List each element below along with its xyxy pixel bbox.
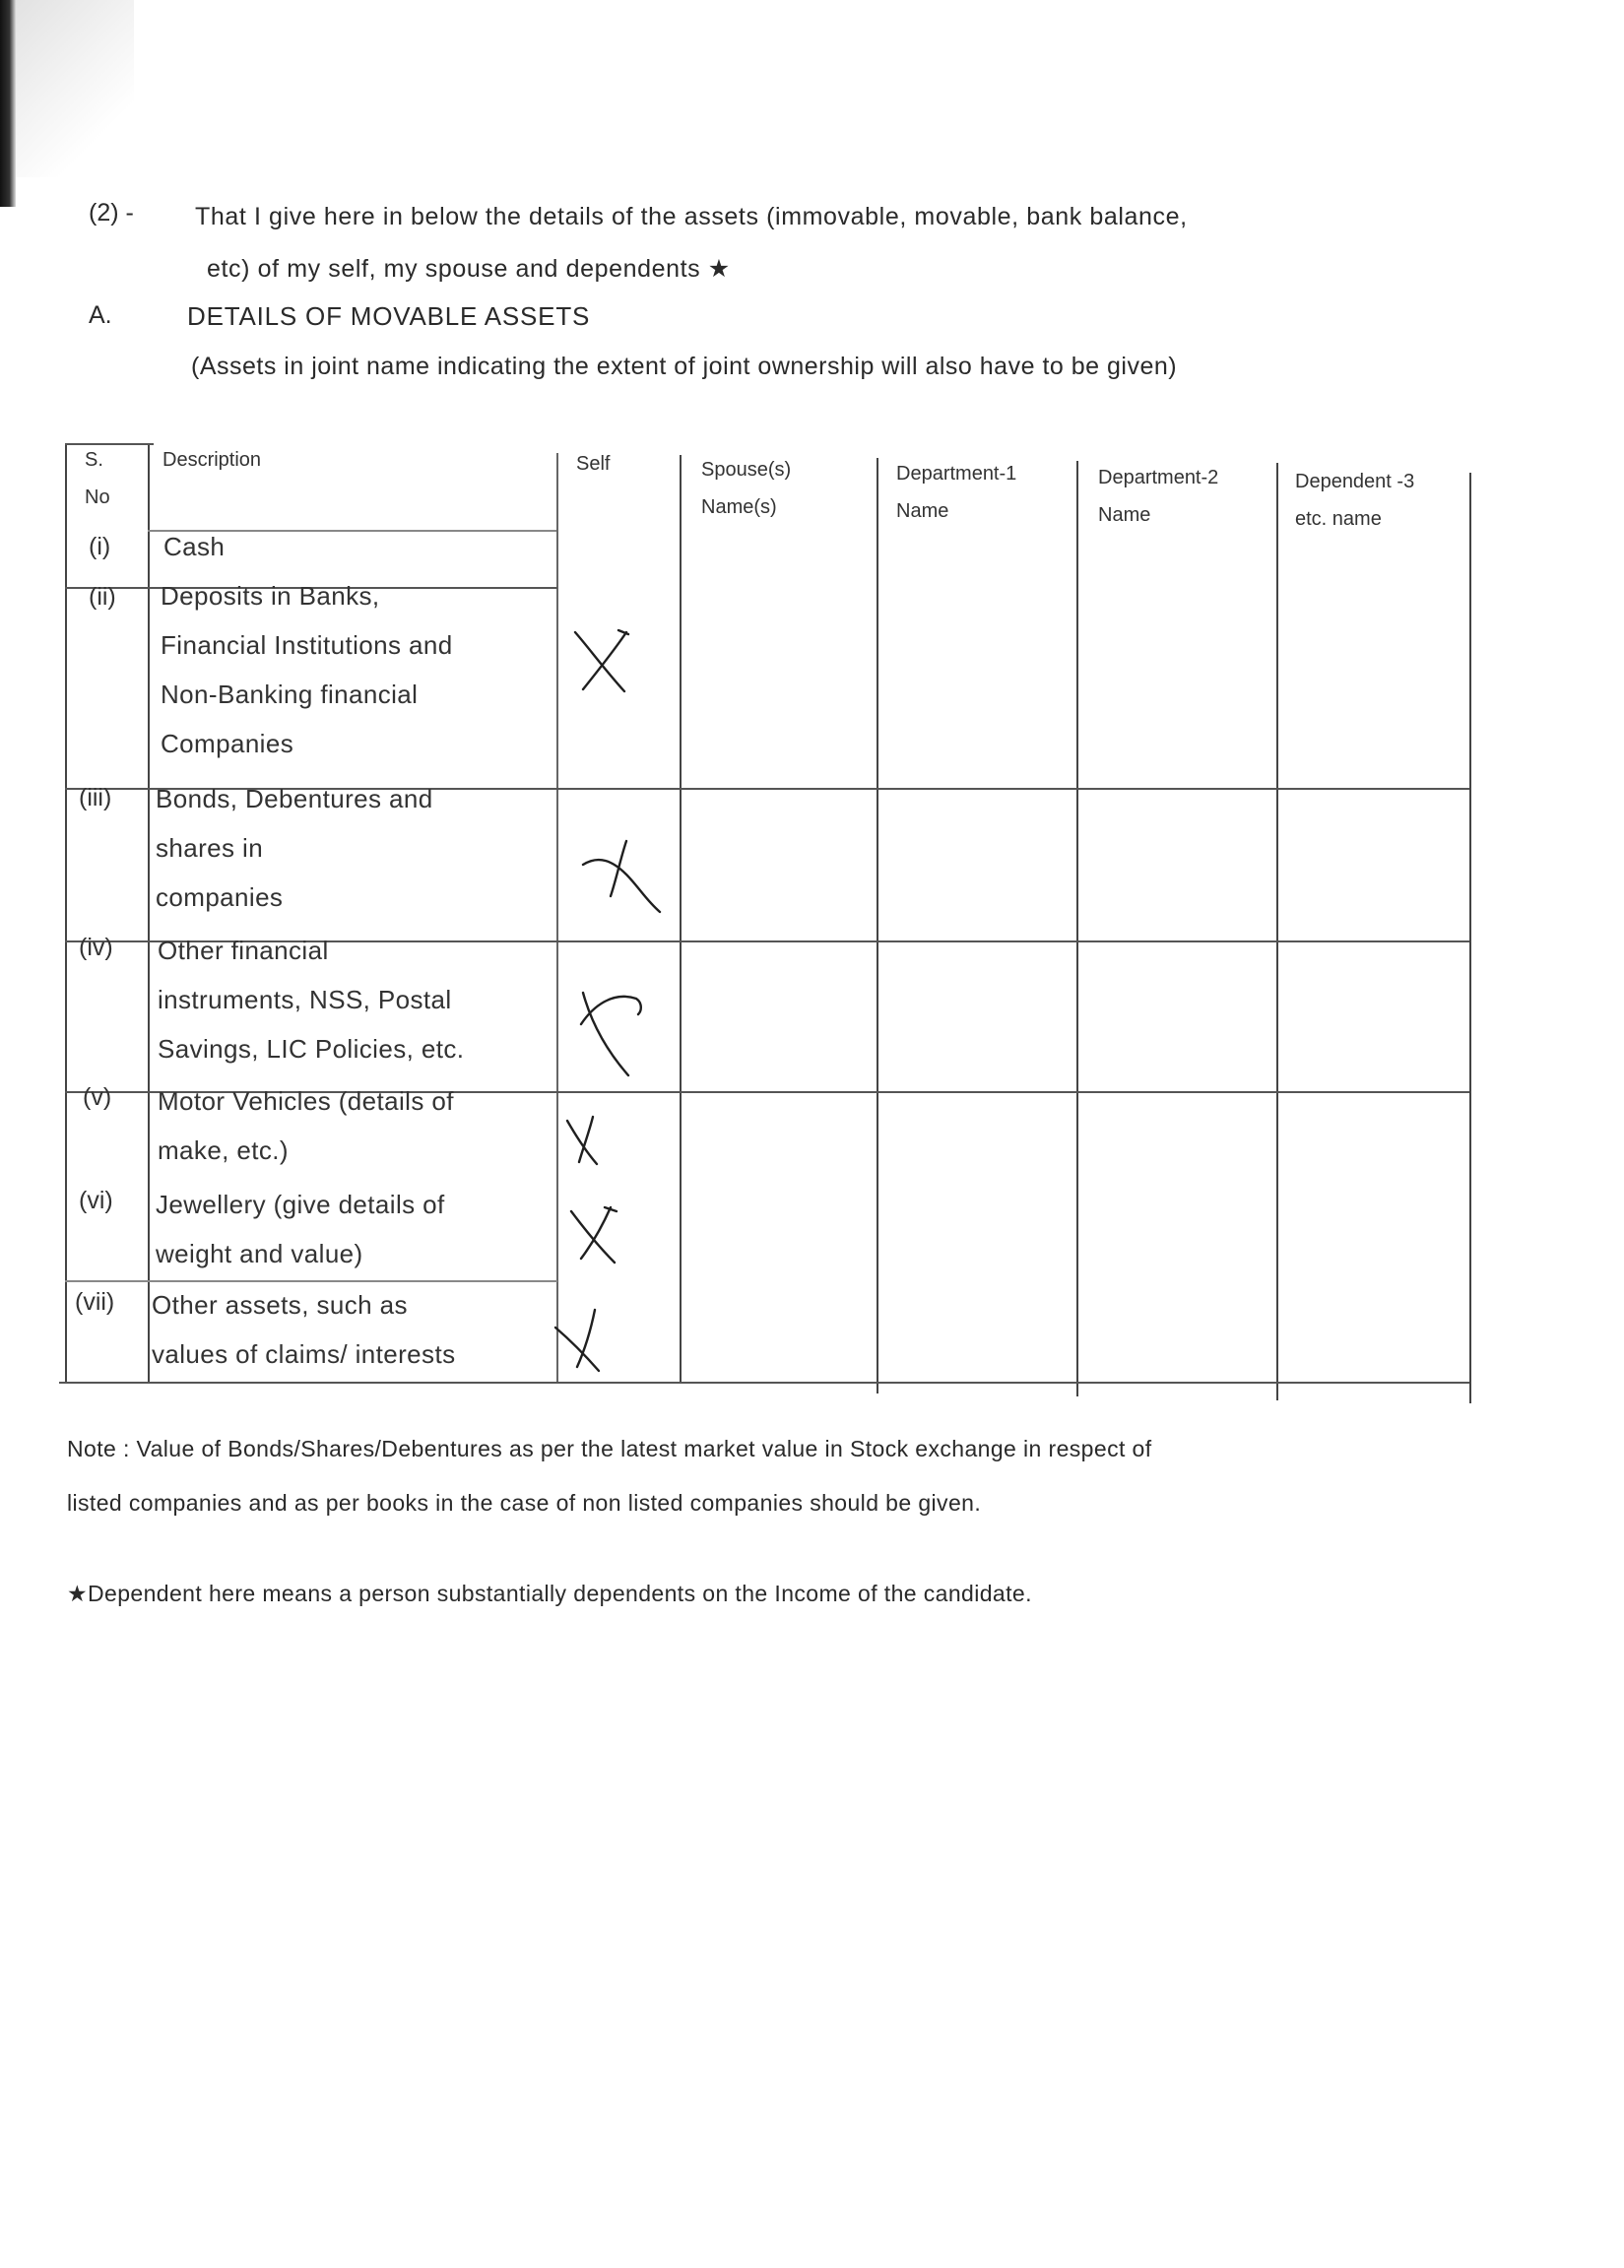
declaration-line-1: That I give here in below the details of the assets (immovable, movable, bank balance, xyxy=(195,203,1188,230)
cross-mark-icon xyxy=(552,1306,611,1375)
row-description: Motor Vehicles (details of make, etc.) xyxy=(158,1086,454,1165)
column-rule-spouse xyxy=(877,458,878,1393)
note-line-2: listed companies and as per books in the case of non listed companies should be given. xyxy=(67,1490,982,1516)
section-title: DETAILS OF MOVABLE ASSETS xyxy=(187,301,591,331)
dependent-footnote: ★Dependent here means a person substantially dependents on the Income of the candidate. xyxy=(67,1581,1032,1606)
row-sno: (ii) xyxy=(89,583,116,611)
column-rule-self xyxy=(680,455,682,1384)
note-line-1: Note : Value of Bonds/Shares/Debentures as per the latest market value in Stock exchange in respect of xyxy=(67,1436,1152,1461)
row-sno: (iii) xyxy=(79,784,112,811)
row-description: Jewellery (give details of weight and value) xyxy=(156,1190,445,1268)
column-rule-desc xyxy=(556,453,558,1384)
row-sno: (iv) xyxy=(79,934,113,961)
scan-edge-shadow xyxy=(0,0,16,207)
header-spouse: Spouse(s) Name(s) xyxy=(701,459,792,518)
declaration-number: (2) - xyxy=(89,199,134,227)
table-border-left xyxy=(65,443,67,1384)
table-bottom-rule xyxy=(59,1382,1469,1384)
row-sno: (v) xyxy=(83,1083,112,1111)
row-description: Cash xyxy=(163,532,226,561)
header-dependent-3: Dependent -3 etc. name xyxy=(1295,471,1415,530)
row-description: Bonds, Debentures and shares in companies xyxy=(156,784,433,912)
section-letter: A. xyxy=(89,301,112,329)
header-sno: S. No xyxy=(85,449,110,508)
header-description: Description xyxy=(162,449,262,471)
header-department-2: Department-2 Name xyxy=(1098,467,1219,526)
column-rule-dep1 xyxy=(1076,461,1078,1396)
cross-mark-icon xyxy=(577,835,666,914)
table-border-right xyxy=(1469,473,1471,1403)
scan-corner-shade xyxy=(16,0,134,177)
header-self: Self xyxy=(576,453,611,475)
section-subtitle: (Assets in joint name indicating the extent of joint ownership will also have to be given) xyxy=(191,353,1178,380)
column-rule-sno xyxy=(148,443,150,1384)
declaration-line-2: etc) of my self, my spouse and dependents ★ xyxy=(207,255,731,283)
row-description: Other financial instruments, NSS, Postal Savings, LIC Policies, etc. xyxy=(158,936,465,1064)
row-sno: (i) xyxy=(89,533,111,560)
column-rule-dep2 xyxy=(1276,463,1278,1400)
cross-mark-icon xyxy=(569,626,632,695)
row-description: Deposits in Banks, Financial Institutions and Non-Banking financial Companies xyxy=(161,581,453,758)
row-sno: (vii) xyxy=(75,1288,115,1316)
cross-mark-icon xyxy=(563,1113,603,1168)
cross-mark-icon xyxy=(573,985,652,1079)
row-sno: (vi) xyxy=(79,1187,113,1214)
row-description: Other assets, such as values of claims/ interests xyxy=(152,1290,456,1369)
cross-mark-icon xyxy=(565,1203,624,1266)
header-department-1: Department-1 Name xyxy=(896,463,1017,522)
